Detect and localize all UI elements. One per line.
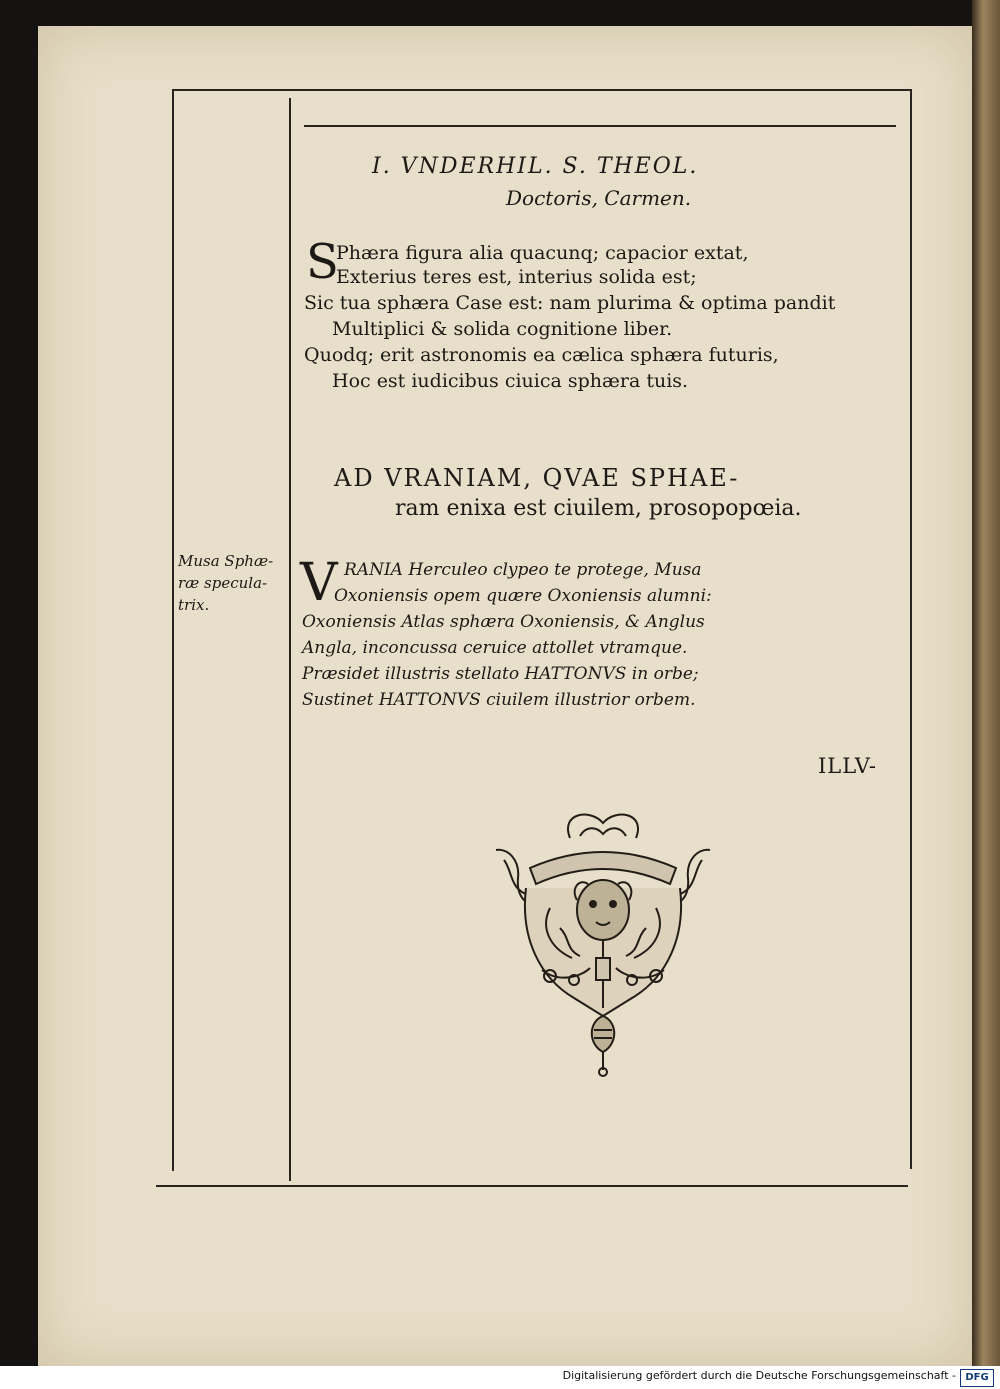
drop-cap-s: S xyxy=(306,234,339,290)
footer-bar xyxy=(0,1366,1000,1389)
poem1-line: Sic tua sphæra Case est: nam plurima & optima pandit xyxy=(304,292,836,314)
header-author: I. VNDERHIL. S. THEOL. xyxy=(372,154,699,179)
margin-note-line: Musa Sphæ- xyxy=(178,552,274,570)
poem2-line: Angla, inconcussa ceruice attollet vtramque. xyxy=(302,638,688,658)
section-heading: AD VRANIAM, QVAE SPHAE- xyxy=(334,464,740,492)
margin-note-line: trix. xyxy=(178,596,210,614)
catchword: ILLV- xyxy=(818,754,878,778)
text-top-rule xyxy=(304,125,896,127)
dfg-logo: DFG xyxy=(960,1369,994,1387)
margin-divider-rule xyxy=(289,98,291,1181)
poem1-line: Multiplici & solida cognitione liber. xyxy=(332,318,673,340)
frame-right-rule xyxy=(910,89,912,1169)
poem2-line: Oxoniensis opem quære Oxoniensis alumni: xyxy=(334,586,712,606)
footer-credit: Digitalisierung gefördert durch die Deutsche Forschungsgemeinschaft - xyxy=(562,1369,956,1382)
frame-bottom-rule xyxy=(156,1185,908,1187)
margin-note-line: ræ specula- xyxy=(178,574,268,592)
frame-left-rule xyxy=(172,89,174,1171)
poem2-line: Oxoniensis Atlas sphæra Oxoniensis, & Anglus xyxy=(302,612,705,632)
header-subtitle: Doctoris, Carmen. xyxy=(506,186,692,210)
poem2-line: Sustinet HATTONVS ciuilem illustrior orbem. xyxy=(302,690,696,710)
poem1-line: Exterius teres est, interius solida est; xyxy=(336,266,697,288)
frame-top-rule xyxy=(172,89,912,91)
poem2-line: Præsidet illustris stellato HATTONVS in orbe; xyxy=(302,664,699,684)
poem1-line: Hoc est iudicibus ciuica sphæra tuis. xyxy=(332,370,689,392)
drop-cap-v: V xyxy=(300,553,338,613)
poem2-line: RANIA Herculeo clypeo te protege, Musa xyxy=(344,560,702,580)
printers-device-ornament xyxy=(490,808,716,1078)
poem1-line: Quodq; erit astronomis ea cælica sphæra futuris, xyxy=(304,344,779,366)
poem1-line: Phæra figura alia quacunq; capacior extat, xyxy=(336,242,749,264)
section-heading-cont: ram enixa est ciuilem, prosopopœia. xyxy=(395,496,802,521)
book-edge xyxy=(972,0,1000,1366)
